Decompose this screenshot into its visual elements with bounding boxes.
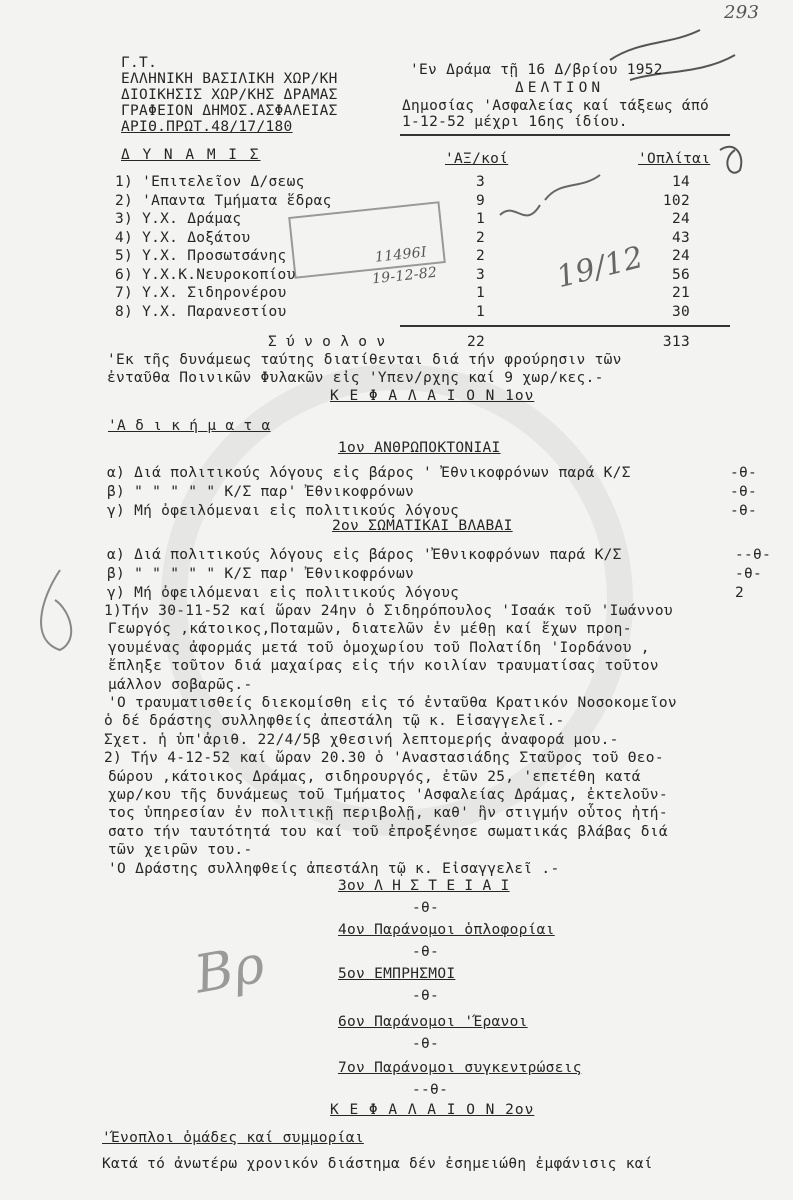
page-number-handwritten: 293 (724, 2, 760, 23)
forces-row-officers: 1 (475, 303, 485, 320)
forces-row-label: 8) Υ.Χ. Παρανεστίου (115, 303, 287, 320)
narrative-line: ὁ δέ δράστης συλληφθείς ἀπεστάλη τῷ κ. Εἰσαγγελεῖ.- (104, 713, 565, 730)
forces-row-label: 7) Υ.Χ. Σιδηρονέρου (115, 285, 287, 301)
offences-heading: 'Α δ ι κ ή μ α τ α (108, 418, 271, 434)
narrative-line: Γεωργός ,κάτοικος,Ποταμῶν, διατελῶν ἐν μέθῃ καί ἔχων προη- (108, 621, 632, 638)
total-soldiers: 313 (662, 334, 690, 350)
section-mark: -θ- (412, 900, 440, 916)
injury-count: -θ- (735, 566, 763, 582)
homicides-heading: 1ον ΑΝΘΡΩΠΟΚΤΟΝΙΑΙ (338, 440, 501, 456)
section-title: 7ον Παράνομοι συγκεντρώσεις (338, 1060, 582, 1076)
forces-row-officers: 3 (475, 266, 485, 283)
narrative-line: τος ὑπηρεσίαν ἐν πολιτικῇ περιβολῇ, καθ' ἣν στιγμήν οὗτος ἠτή- (108, 805, 668, 822)
header-left-line-2: ΕΛΛΗΝΙΚΗ ΒΑΣΙΛΙΚΗ ΧΩΡ/ΚΗ (121, 71, 338, 87)
section-mark: -θ- (412, 944, 440, 960)
total-label: Σ ύ ν ο λ ο ν (268, 334, 386, 350)
narrative-line: ἔπληξε τοῦτον διά μαχαίρας εἰς τήν κοιλίαν τραυματίσας τοῦτον (108, 658, 659, 675)
forces-row-soldiers: 24 (671, 248, 690, 264)
column-soldiers: 'Οπλίται (638, 151, 711, 167)
section-title: 4ον Παράνομοι ὁπλοφορίαι (338, 922, 555, 938)
narrative-line: 'Ο τραυματισθείς διεκομίσθη εἰς τό ἐνταῦθα Κρατικόν Νοσοκομεῖον (108, 695, 677, 711)
homicide-count: -θ- (730, 484, 758, 500)
chapter-1-heading: Κ Ε Φ Α Λ Α Ι Ο Ν 1ον (330, 388, 535, 404)
forces-row-officers: 3 (475, 174, 485, 190)
forces-row-label: 4) Υ.Χ. Δοξάτου (115, 229, 251, 246)
injury-item: β) " " " " " Κ/Σ παρ' Ἐθνικοφρόνων (107, 566, 415, 582)
forces-row-soldiers: 21 (671, 285, 690, 301)
narrative-line: Σχετ. ἡ ὑπ'ἀριθ. 22/4/5β χθεσινή λεπτομερής ἀναφορά μου.- (104, 731, 619, 748)
forces-row-officers: 2 (475, 229, 485, 246)
homicide-item: α) Διά πολιτικούς λόγους εἰς βάρος ' Ἐθνικοφρόνων παρά Κ/Σ (107, 465, 631, 481)
margin-mark-left (41, 570, 71, 650)
document-title: ΔΕΛΤΙΟΝ (515, 80, 605, 96)
header-left-line-1: Γ.Τ. (121, 55, 158, 71)
forces-row-label: 5) Υ.Χ. Προσωτσάνης (115, 248, 287, 264)
registry-number-handwritten: 11496Ι (374, 244, 428, 266)
armed-groups-heading: 'Ένοπλοι ὁμάδες καί συμμορίαι (102, 1130, 364, 1146)
header-rule (400, 134, 730, 136)
homicide-count: -θ- (730, 503, 758, 519)
forces-row-label: 1) 'Επιτελεῖον Δ/σεως (115, 174, 305, 190)
forces-row-officers: 2 (475, 248, 485, 264)
last-line: Κατά τό ἀνωτέρω χρονικόν διάστημα δέν ἐσημειώθη ἐμφάνισις καί (102, 1156, 653, 1172)
place-date: 'Εν Δράμα τῇ 16 Δ/βρίου 1952 (410, 62, 663, 78)
forces-row-officers: 1 (475, 211, 485, 227)
forces-row-soldiers: 102 (662, 192, 690, 209)
homicide-count: -θ- (730, 465, 758, 481)
narrative-line: χωρ/κου τῆς δυνάμεως τοῦ Τμήματος 'Ασφαλείας Δράμας, ἐκτελοῦν- (108, 787, 668, 803)
forces-row-soldiers: 14 (671, 174, 690, 190)
forces-row-label: 2) 'Απαντα Τμήματα ἕδρας (115, 192, 332, 209)
section-title: 5ον ΕΜΠΡΗΣΜΟΙ (338, 966, 456, 982)
section-title: 6ον Παράνομοι 'Έρανοι (338, 1014, 528, 1030)
forces-row-soldiers: 43 (671, 229, 690, 246)
header-left-line-4: ΓΡΑΦΕΙΟΝ ΔΗΜΟΣ.ΑΣΦΑΛΕΙΑΣ (121, 103, 338, 119)
forces-row-soldiers: 30 (671, 303, 690, 320)
narrative-line: 'Ο Δράστης συλληφθείς ἀπεστάλη τῷ κ. Εἰσαγγελεῖ .- (108, 860, 560, 877)
injury-item: α) Διά πολιτικούς λόγους εἰς βάρος 'Ἐθνικοφρόνων παρά Κ/Σ (107, 547, 622, 563)
section-mark: -θ- (412, 1036, 440, 1052)
narrative-line: τῶν χειρῶν του.- (108, 842, 253, 859)
forces-note-2: ἐνταῦθα Ποινικῶν Φυλακῶν εἰς 'Υπεν/ρχης καί 9 χωρ/κες.- (107, 370, 604, 386)
forces-note-1: 'Εκ τῆς δυνάμεως ταύτης διατίθενται διά τήν φρούρησιν τῶν (107, 352, 622, 368)
injury-count: 2 (735, 585, 745, 601)
forces-row-officers: 1 (475, 285, 485, 301)
registry-date-handwritten: 19-12-82 (371, 264, 438, 288)
narrative-line: 2) Τήν 4-12-52 καί ὥραν 20.30 ὁ 'Αναστασιάδης Σταῦρος τοῦ Θεο- (104, 750, 664, 767)
homicide-item: β) " " " " " Κ/Σ παρ' Ἐθνικοφρόνων (107, 484, 415, 500)
subject-line-1: Δημοσίας 'Ασφαλείας καί τάξεως άπό (402, 98, 710, 114)
signature-scribble-mid (500, 175, 600, 215)
injury-item: γ) Μή ὀφειλόμεναι εἰς πολιτικούς λόγους (107, 585, 460, 601)
total-officers: 22 (466, 334, 485, 350)
subject-line-2: 1-12-52 μέχρι 16ης ίδίου. (402, 114, 628, 130)
narrative-line: σατο τήν ταυτότητά του καί τοῦ ἐπροξένησε σωματικάς βλάβας διά (108, 823, 668, 840)
narrative-line: γουμένας ἀφορμάς μετά τοῦ ὁμοχωρίου τοῦ Πολατίδη 'Ιορδάνου , (108, 639, 650, 656)
forces-row-label: 6) Υ.Χ.Κ.Νευροκοπίου (115, 266, 296, 283)
handwritten-signature: Βρ (190, 934, 270, 1006)
registry-stamp-box (289, 202, 444, 277)
forces-heading: Δ Υ Ν Α Μ Ι Σ (121, 147, 261, 163)
injury-count: --θ- (735, 547, 772, 563)
forces-row-officers: 9 (475, 192, 485, 209)
header-left-line-3: ΔΙΟΙΚΗΣΙΣ ΧΩΡ/ΚΗΣ ΔΡΑΜΑΣ (121, 87, 338, 103)
protocol-number: ΑΡΙΘ.ΠΡΩΤ.48/17/180 (121, 119, 293, 135)
narrative-line: μάλλον σοβαρῶς.- (108, 676, 253, 693)
homicide-item: γ) Μή ὀφειλόμεναι εἰς πολιτικούς λόγους (107, 503, 460, 519)
total-rule (400, 325, 730, 327)
section-title: 3ον Λ Η Σ Τ Ε Ι Α Ι (338, 878, 510, 894)
section-mark: -θ- (412, 988, 440, 1004)
injuries-heading: 2ον ΣΩΜΑΤΙΚΑΙ ΒΛΑΒΑΙ (332, 518, 513, 534)
narrative-line: 1)Τήν 30-11-52 καί ὥραν 24ην ὁ Σιδηρόπουλος 'Ισαάκ τοῦ 'Ιωάννου (104, 603, 673, 619)
section-mark: --θ- (412, 1082, 449, 1098)
column-officers: 'ΑΞ/κοί (445, 151, 509, 167)
narrative-line: δώρου ,κάτοικος Δράμας, σιδηρουργός, ἐτῶν 25, 'επετέθη κατά (108, 768, 641, 785)
forces-row-label: 3) Υ.Χ. Δράμας (115, 211, 242, 227)
chapter-2-heading: Κ Ε Φ Α Λ Α Ι Ο Ν 2ον (330, 1102, 535, 1118)
forces-row-soldiers: 56 (671, 266, 690, 283)
forces-row-soldiers: 24 (671, 211, 690, 227)
handwritten-date-large: 19/12 (553, 239, 647, 296)
